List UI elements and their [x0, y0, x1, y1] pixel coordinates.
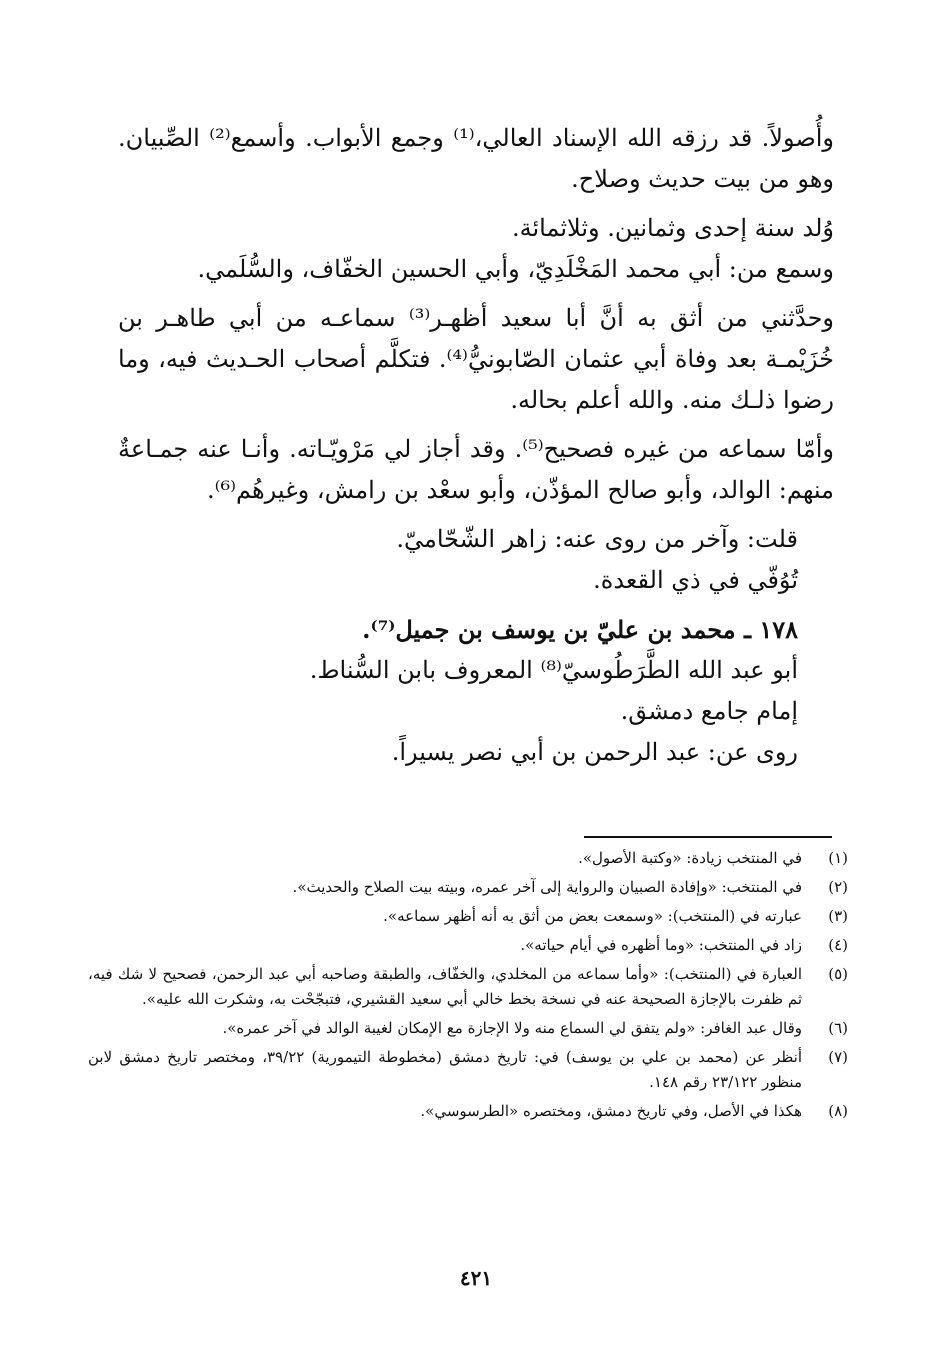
footnote-number: (٨) [828, 1102, 848, 1120]
paragraph-2: وُلد سنة إحدى وثمانين. وثلاثمائة. [511, 214, 834, 242]
footnote [88, 846, 848, 871]
footnote [88, 875, 848, 900]
footnotes [88, 846, 848, 1128]
paragraph-5: وأمّا سماعه من غيره فصحيح⁽⁵⁾. وقد أجاز لي مَرْويّـاته. وأنـا عنه جمـاعةٌ منهم: الوالد، وأبو صالح المؤذّن، وأبو سعْد بن رامش، وغيرهُم⁽⁶⁾. [118, 435, 834, 504]
footnote-text: في المنتخب زيادة: «وكتبة الأصول». [578, 849, 802, 867]
paragraph-7: تُوُفّي في ذي القعدة. [593, 566, 798, 594]
entry-line-1: أبو عبد الله الطَّرَطُوسيّ⁽⁸⁾ المعروف بابن السُّناط. [309, 656, 798, 684]
footnote-text: زاد في المنتخب: «وما أظهره في أيام حياته». [520, 936, 802, 954]
entry-title: ١٧٨ ـ محمد بن عليّ بن يوسف بن جميل⁽⁷⁾. [362, 615, 798, 644]
footnote-number: (٧) [828, 1048, 848, 1066]
page-number: ٤٢١ [459, 1266, 493, 1290]
paragraph-6: قلت: وآخر من روى عنه: زاهر الشّحّاميّ. [396, 525, 798, 553]
footnote-text: عبارته في (المنتخب): «وسمعت بعض من أثق به أنه أظهر سماعه». [383, 907, 802, 925]
footnote-separator [584, 836, 832, 838]
footnote-text: في المنتخب: «وإفادة الصبيان والرواية إلى آخر عمره، وبيته بيت الصلاح والحديث». [292, 878, 802, 896]
paragraph-4: وحدَّثني من أثق به أنَّ أبا سعيد أظهـر⁽³⁾ سماعـه من أبي طاهـر بن خُزَيْمـة بعد وفاة أبي عثمان الصّابونيُّ⁽⁴⁾. فتكلَّم أصحاب الحـديث فيه، وما رضوا ذلـك منه. والله أعلم بحاله. [118, 304, 834, 414]
footnote-text: العبارة في (المنتخب): «وأما سماعه من المخلدي، والخفّاف، والطبقة وصاحبه أبي عبد الرحمن، فصحيح لا شك فيه، ثم ظفرت بالإجازة الصحيحة عنه في نسخة بخط خالي أبي سعيد القشيري، فتبجّحْت به، وشكرت الله عليه». [88, 965, 802, 1008]
footnote [88, 962, 848, 1012]
footnote-number: (٦) [828, 1019, 848, 1037]
note-block [118, 519, 834, 773]
footnote [88, 1016, 848, 1041]
footnote-number: (٥) [828, 965, 848, 983]
footnote-number: (٢) [828, 878, 848, 896]
footnote-text: هكذا في الأصل، وفي تاريخ دمشق، ومختصره «الطرسوسي». [420, 1102, 802, 1120]
entry-line-3: روى عن: عبد الرحمن بن أبي نصر يسيراً. [391, 738, 798, 766]
footnote-number: (٤) [828, 936, 848, 954]
footnote [88, 1099, 848, 1124]
entry-line-2: إمام جامع دمشق. [620, 697, 798, 725]
footnote [88, 933, 848, 958]
footnote-number: (١) [828, 849, 848, 867]
footnote-text: وقال عبد الغافر: «ولم يتفق لي السماع منه ولا الإجازة مع الإمكان لغيبة الوالد في آخر عمره». [222, 1019, 802, 1037]
footnote [88, 904, 848, 929]
paragraph-1: وأُصولاً. قد رزقه الله الإسناد العالي،⁽¹⁾ وجمع الأبواب. وأسمع⁽²⁾ الصِّبيان. وهو من بيت حديث وصلاح. [118, 124, 835, 193]
footnote [88, 1045, 848, 1095]
paragraph-3: وسمع من: أبي محمد المَخْلَدِيّ، وأبي الحسين الخفّاف، والسُّلَمي. [197, 255, 834, 283]
main-text [118, 118, 834, 773]
footnote-text: أنظر عن (محمد بن علي بن يوسف) في: تاريخ دمشق (مخطوطة التيمورية) ٣٩/٢٢، ومختصر تاريخ دمشق لابن منظور ٢٣/١٢٢ رقم ١٤٨. [88, 1048, 802, 1091]
footnote-number: (٣) [828, 907, 848, 925]
